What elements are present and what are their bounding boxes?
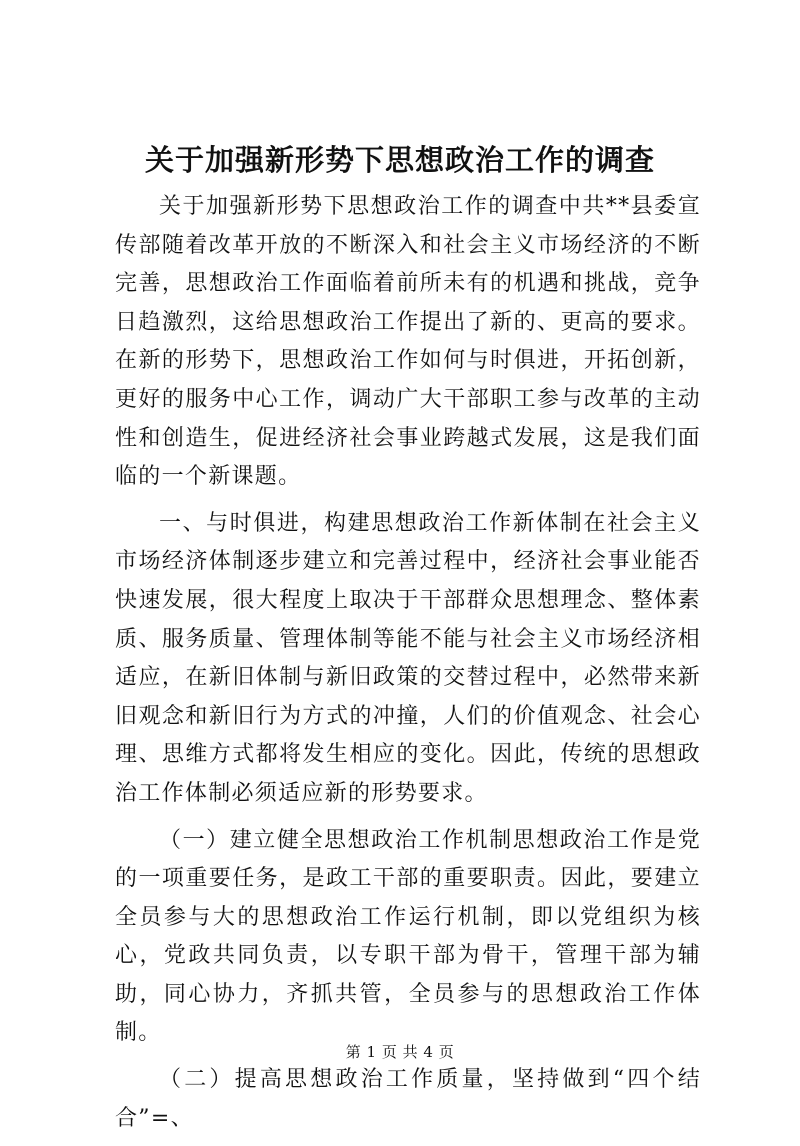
document-body [115,188,701,1146]
paragraph-subsection-one: （一）建立健全思想政治工作机制思想政治工作是党的一项重要任务，是政工干部的重要职责。因此，要建立全员参与大的思想政治工作运行机制，即以党组织为核心，党政共同负责，以专职干部为骨干，管理干部为辅助，同心协力，齐抓共管，全员参与的思想政治工作体制。 [115,827,701,1046]
paragraph-subsection-two: （二）提高思想政治工作质量，坚持做到“四个结合”=、 [115,1067,701,1131]
paragraph-intro: 关于加强新形势下思想政治工作的调查中共**县委宣传部随着改革开放的不断深入和社会主义市场经济的不断完善，思想政治工作面临着前所未有的机遇和挑战，竞争日趋激烈，这给思想政治工作提出了新的、更高的要求。在新的形势下，思想政治工作如何与时俱进，开拓创新，更好的服务中心工作，调动广大干部职工参与改革的主动性和创造生，促进经济社会事业跨越式发展，这是我们面临的一个新课题。 [115,194,701,490]
page-footer: 第 1 页 共 4 页 [345,1043,455,1061]
document-title: 关于加强新形势下思想政治工作的调查 [144,143,655,177]
paragraph-section-one: 一、与时俱进，构建思想政治工作新体制在社会主义市场经济体制逐步建立和完善过程中，经济社会事业能否快速发展，很大程度上取决于干部群众思想理念、整体素质、服务质量、管理体制等能不能与社会主义市场经济相适应，在新旧体制与新旧政策的交替过程中，必然带来新旧观念和新旧行为方式的冲撞，人们的价值观念、社会心理、思维方式都将发生相应的变化。因此，传统的思想政治工作体制必须适应新的形势要求。 [115,510,701,806]
